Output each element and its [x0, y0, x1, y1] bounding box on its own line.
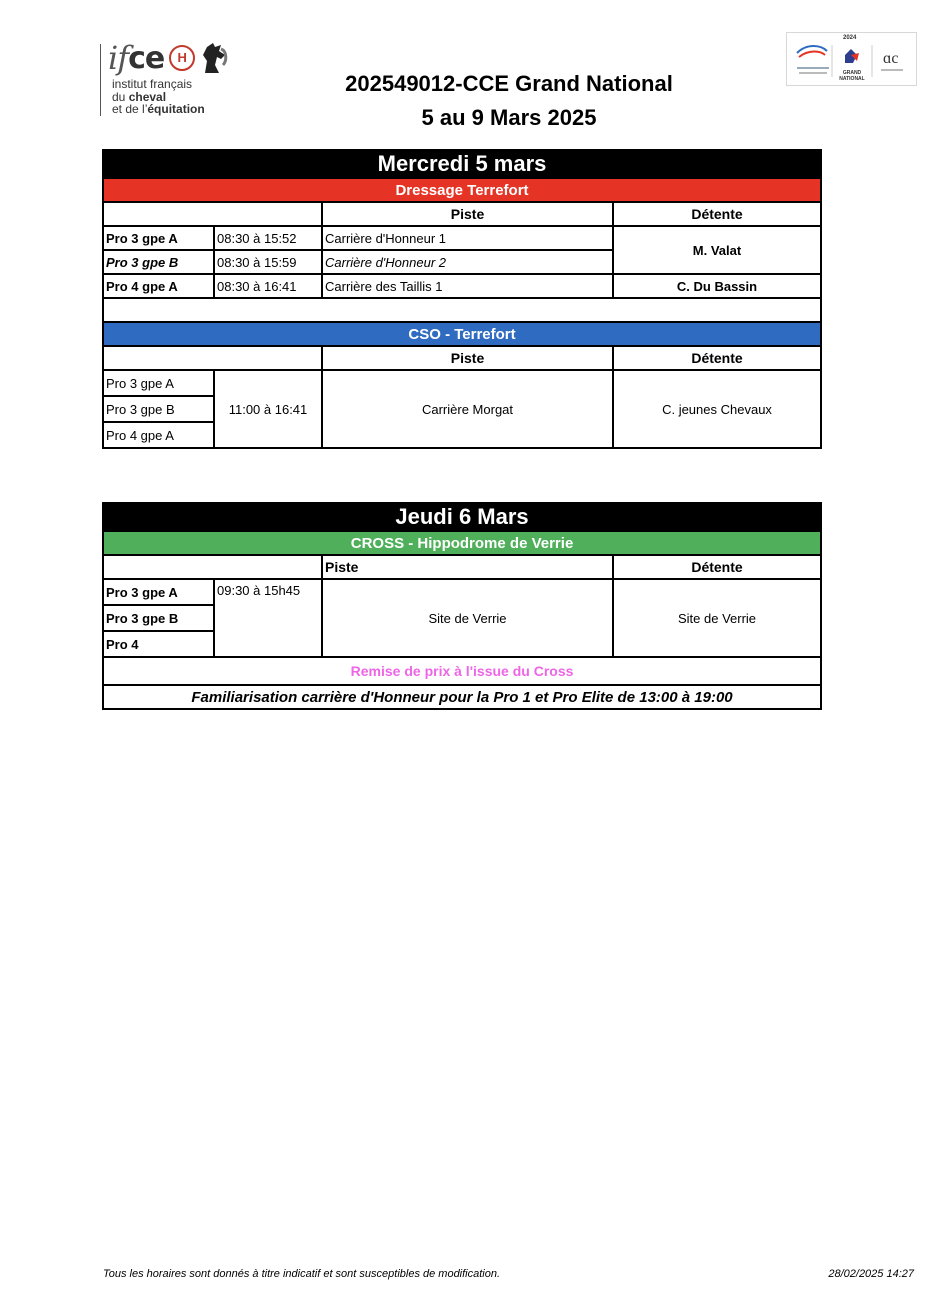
ifce-line1: institut français: [112, 77, 193, 91]
dressage-piste-header: Piste: [322, 202, 613, 226]
dressage-header-row: [103, 178, 821, 202]
ifce-wordmark: [100, 40, 229, 76]
group-cell: Pro 4: [103, 631, 214, 657]
cso-header-row: [103, 322, 821, 346]
ifce-ce-text: ce: [128, 40, 165, 76]
ifce-full-name: [112, 78, 205, 116]
day1-title: Mercredi 5 mars: [103, 150, 821, 178]
event-dates: 5 au 9 Mars 2025: [421, 105, 597, 130]
table-row: [103, 579, 821, 605]
group-cell: Pro 4 gpe A: [103, 274, 214, 298]
dressage-column-headers: [103, 202, 821, 226]
time-cell: 08:30 à 16:41: [214, 274, 322, 298]
table-row: [103, 274, 821, 298]
haras-seal-icon: H: [169, 45, 195, 71]
time-cell: 08:30 à 15:52: [214, 226, 322, 250]
ifce-if-text: if: [108, 39, 129, 77]
time-cell: 09:30 à 15h45: [214, 579, 322, 657]
cso-detente-header: Détente: [613, 346, 821, 370]
detente-cell: C. Du Bassin: [613, 274, 821, 298]
cross-empty-header: [103, 555, 322, 579]
group-cell: Pro 3 gpe A: [103, 579, 214, 605]
detente-cell: Site de Verrie: [613, 579, 821, 657]
group-cell: Pro 3 gpe B: [103, 396, 214, 422]
table-row: [103, 370, 821, 396]
remise-row: [103, 657, 821, 685]
ifce-line2-prefix: du: [112, 89, 129, 104]
cso-empty-header: [103, 346, 322, 370]
time-cell: 08:30 à 15:59: [214, 250, 322, 274]
detente-cell: M. Valat: [613, 226, 821, 274]
group-cell: Pro 3 gpe A: [103, 226, 214, 250]
spacer-cell: [103, 298, 821, 322]
day2-header-row: [103, 503, 821, 531]
footer-disclaimer: Tous les horaires sont donnés à titre indicatif et sont susceptibles de modification.: [103, 1268, 501, 1280]
familiarisation-text: Familiarisation carrière d'Honneur pour la Pro 1 et Pro Elite de 13:00 à 19:00: [103, 685, 821, 709]
familiarisation-row: [103, 685, 821, 709]
ifce-line3-bold: équitation: [147, 102, 205, 116]
piste-cell: Carrière d'Honneur 1: [322, 226, 613, 250]
horse-icon: [199, 41, 229, 75]
group-cell: Pro 3 gpe B: [103, 605, 214, 631]
time-cell: 11:00 à 16:41: [214, 370, 322, 448]
event-title: 202549012-CCE Grand National: [345, 71, 673, 96]
day1-schedule-table: [102, 149, 822, 449]
dressage-detente-header: Détente: [613, 202, 821, 226]
piste-cell: Site de Verrie: [322, 579, 613, 657]
cso-title: CSO - Terrefort: [103, 322, 821, 346]
cross-header-row: [103, 531, 821, 555]
ifce-line3: [112, 103, 205, 116]
group-cell: Pro 4 gpe A: [103, 422, 214, 448]
detente-cell: C. jeunes Chevaux: [613, 370, 821, 448]
cross-detente-header: Détente: [613, 555, 821, 579]
cross-title: CROSS - Hippodrome de Verrie: [103, 531, 821, 555]
cross-piste-header: Piste: [322, 555, 613, 579]
logo-year: 2024: [843, 35, 857, 41]
ifce-line2-bold: cheval: [128, 89, 167, 104]
grand-national-logo: [786, 32, 917, 86]
table-row: [103, 226, 821, 250]
dressage-title: Dressage Terrefort: [103, 178, 821, 202]
dressage-empty-header: [103, 202, 322, 226]
group-cell: Pro 3 gpe B: [103, 250, 214, 274]
piste-cell: Carrière des Taillis 1: [322, 274, 613, 298]
ifce-line3-prefix: et de l’: [112, 102, 148, 116]
day2-schedule-table: [102, 502, 822, 710]
cso-piste-header: Piste: [322, 346, 613, 370]
day2-title: Jeudi 6 Mars: [103, 503, 821, 531]
logo-grand-national-label: GRAND NATIONAL: [839, 70, 865, 82]
cso-column-headers: [103, 346, 821, 370]
footer-date: 28/02/2025 14:27: [828, 1268, 914, 1280]
piste-cell: Carrière d'Honneur 2: [322, 250, 613, 274]
group-cell: Pro 3 gpe A: [103, 370, 214, 396]
remise-text: Remise de prix à l'issue du Cross: [103, 657, 821, 685]
svg-text:ɑc: ɑc: [883, 50, 899, 67]
day1-header-row: [103, 150, 821, 178]
cross-column-headers: [103, 555, 821, 579]
spacer-row: [103, 298, 821, 322]
piste-cell: Carrière Morgat: [322, 370, 613, 448]
